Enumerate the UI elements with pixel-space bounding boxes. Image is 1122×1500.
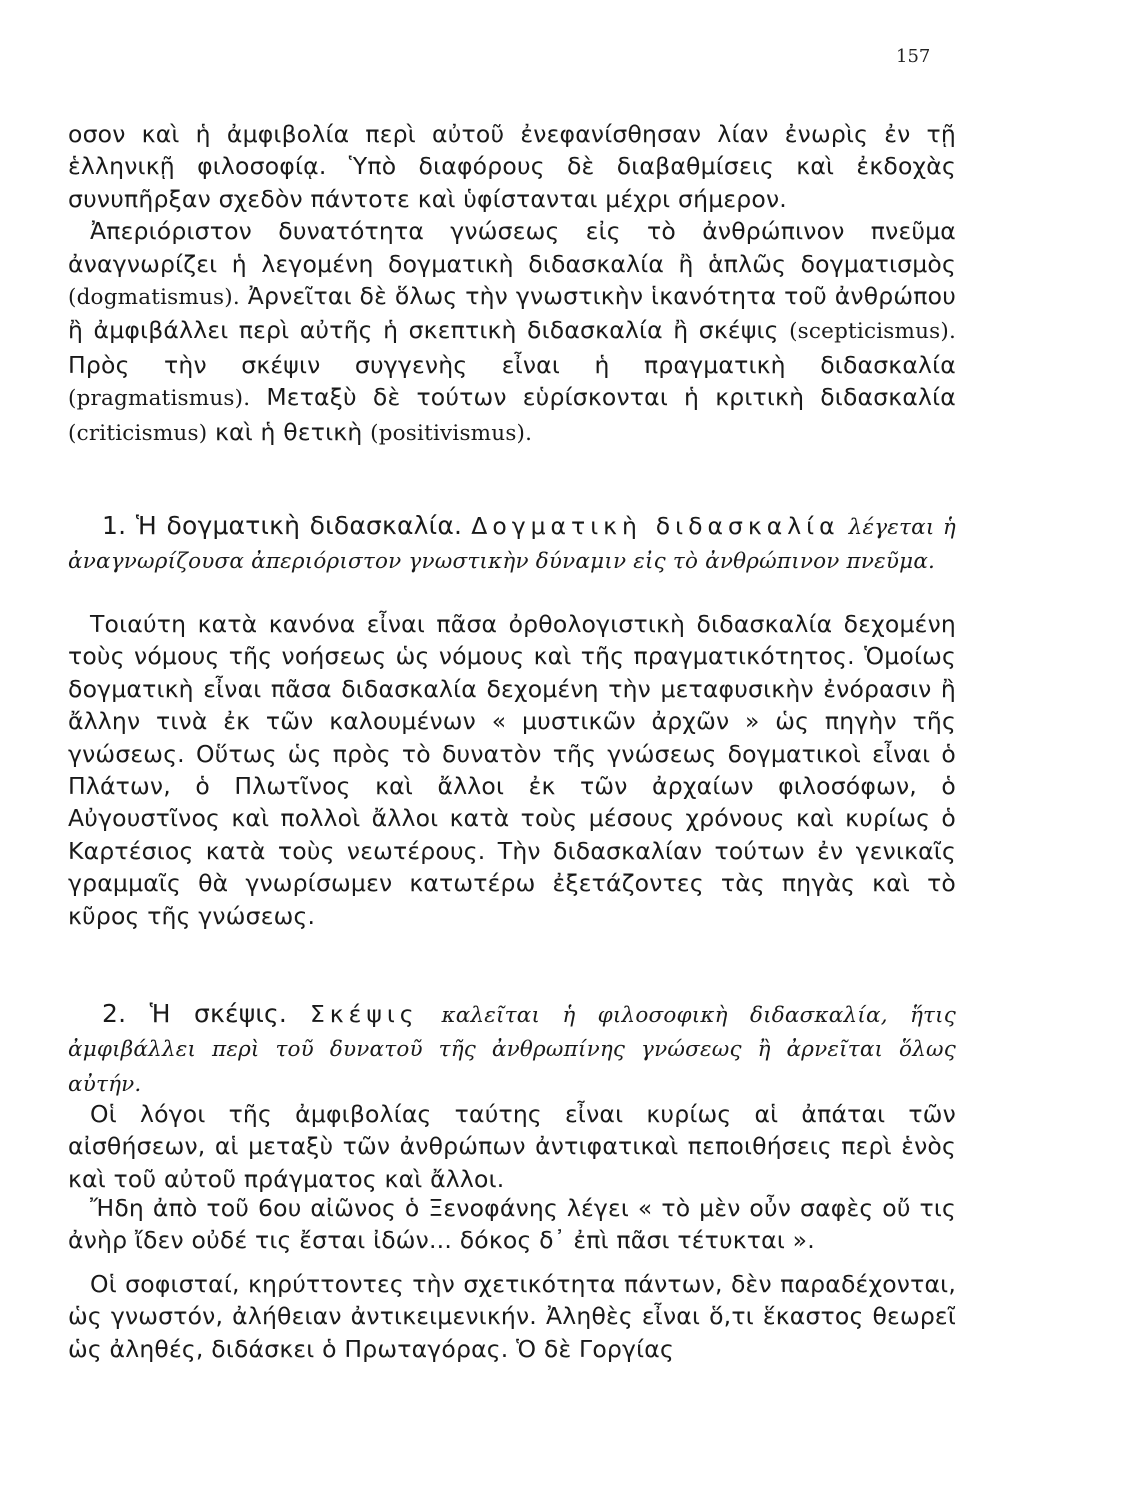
paragraph-sophists: Οἱ σοφισταί, κηρύττοντες τὴν σχετικότητα πάντων, δὲν παραδέχονται, ὡς γνωστόν, ἀλήθειαν ἀντικειμενικήν. Ἀληθὲς εἶναι ὅ,τι ἕκαστος θεωρεῖ ὡς ἀληθές, διδάσκει ὁ Πρωταγόρας. Ὁ δὲ Γοργίας <box>68 1270 956 1363</box>
doctrines-text-4: Μεταξὺ δὲ τούτων εὑρίσκονται ἡ κριτικὴ διδασκαλία <box>266 383 957 412</box>
paragraph-xenophanes: Ἤδη ἀπὸ τοῦ 6ου αἰῶνος ὁ Ξενοφάνης λέγει « τὸ μὲν οὖν σαφὲς οὔ τις ἀνὴρ ἴδεν οὐδέ τις ἔσται ἰδών... δόκος δ᾽ ἐπὶ πᾶσι τέτυκται ». <box>68 1194 956 1255</box>
doctrines-text-5: καὶ ἡ θετικὴ <box>214 417 363 446</box>
section-1 <box>68 510 956 579</box>
section-2-term: Σκέψις <box>309 1000 419 1028</box>
section-2 <box>68 998 956 1101</box>
latin-term-dogmatismus: (dogmatismus). <box>68 285 240 311</box>
paragraph-dogmatic: Τοιαύτη κατὰ κανόνα εἶναι πᾶσα ὀρθολογιστικὴ διδασκαλία δεχομένη τοὺς νόμους τῆς νοήσεως ὡς νόμους καὶ τῆς πραγματικότητος. Ὁμοίως δογματικὴ εἶναι πᾶσα διδασκαλία δεχομένη τὴν μεταφυσικὴν ἐνόρασιν ἢ ἄλλην τινὰ ἐκ τῶν καλουμένων « μυστικῶν ἀρχῶν » ὡς πηγὴν τῆς γνώσεως. Οὕτως ὡς πρὸς τὸ δυνατὸν τῆς γνώσεως δογματικοὶ εἶναι ὁ Πλάτων, ὁ Πλωτῖνος καὶ ἄλλοι ἐκ τῶν ἀρχαίων φιλοσόφων, ὁ Αὐγουστῖνος καὶ πολλοὶ ἄλλοι κατὰ τοὺς μέσους χρόνους καὶ κυρίως ὁ Καρτέσιος κατὰ τοὺς νεωτέρους. Τὴν διδασκαλίαν τούτων ἐν γενικαῖς γραμμαῖς θὰ γνωρίσωμεν κατωτέρω ἐξετάζοντες τὰς πηγὰς καὶ τὸ κῦρος τῆς γνώσεως. <box>68 610 956 930</box>
paragraph-intro <box>68 118 956 450</box>
latin-term-criticismus: (criticismus) <box>68 420 208 446</box>
latin-term-scepticismus: (scepticismus). <box>789 319 956 345</box>
doctrines-text-2: Ἀρνεῖται δὲ ὅλως τὴν γνωστικὴν ἱκανότητα τοῦ ἀνθρώπου ἢ ἀμφιβάλλει περὶ αὐτῆς ἡ σκεπτικὴ διδασκαλία ἢ σκέψις <box>68 282 957 345</box>
section-2-definition: καλεῖται ἡ φιλοσοφικὴ διδασκαλία, ἥτις ἀμφιβάλλει περὶ τοῦ δυνατοῦ τῆς ἀνθρωπίνης γνώσεως ἢ ἀρνεῖται ὅλως αὐτήν. <box>68 1003 956 1097</box>
paragraph-intro-text: οσον καὶ ἡ ἀμφιβολία περὶ αὐτοῦ ἐνεφανίσθησαν λίαν ἐνωρὶς ἐν τῇ ἑλληνικῇ φιλοσοφίᾳ. Ὑπὸ διαφόρους δὲ διαβαθμίσεις καὶ ἐκδοχὰς συνυπῆρξαν σχεδὸν πάντοτε καὶ ὑφίστανται μέχρι σήμερον. <box>68 120 956 213</box>
latin-term-pragmatismus: (pragmatismus). <box>68 386 251 412</box>
doctrines-text-1: Ἀπεριόριστον δυνατότητα γνώσεως εἰς τὸ ἀνθρώπινον πνεῦμα ἀναγνωρίζει ἡ λεγομένη δογματικὴ διδασκαλία ἢ ἁπλῶς δογματισμὸς <box>68 217 956 278</box>
section-1-heading: 1. Ἡ δογματικὴ διδασκαλία. <box>102 511 463 540</box>
doctrines-text-3: Πρὸς τὴν σκέψιν συγγενὴς εἶναι ἡ πραγματικὴ διδασκαλία <box>68 350 956 379</box>
paragraph-doubt-reasons: Οἱ λόγοι τῆς ἀμφιβολίας ταύτης εἶναι κυρίως αἱ ἀπάται τῶν αἰσθήσεων, αἱ μεταξὺ τῶν ἀνθρώπων ἀντιφατικαὶ πεποιθήσεις περὶ ἑνὸς καὶ τοῦ αὐτοῦ πράγματος καὶ ἄλλοι. <box>68 1100 956 1193</box>
paragraph-doctrines <box>68 215 956 450</box>
section-1-definition: λέγεται ἡ ἀναγνωρίζουσα ἀπεριόριστον γνωστικὴν δύναμιν εἰς τὸ ἀνθρώπινον πνεῦμα. <box>68 515 956 575</box>
page-number: 157 <box>896 46 931 67</box>
section-1-term: Δογματικὴ διδασκαλία <box>471 512 840 540</box>
section-2-heading: 2. Ἡ σκέψις. <box>102 999 288 1028</box>
latin-term-positivismus: (positivismus). <box>370 420 533 446</box>
